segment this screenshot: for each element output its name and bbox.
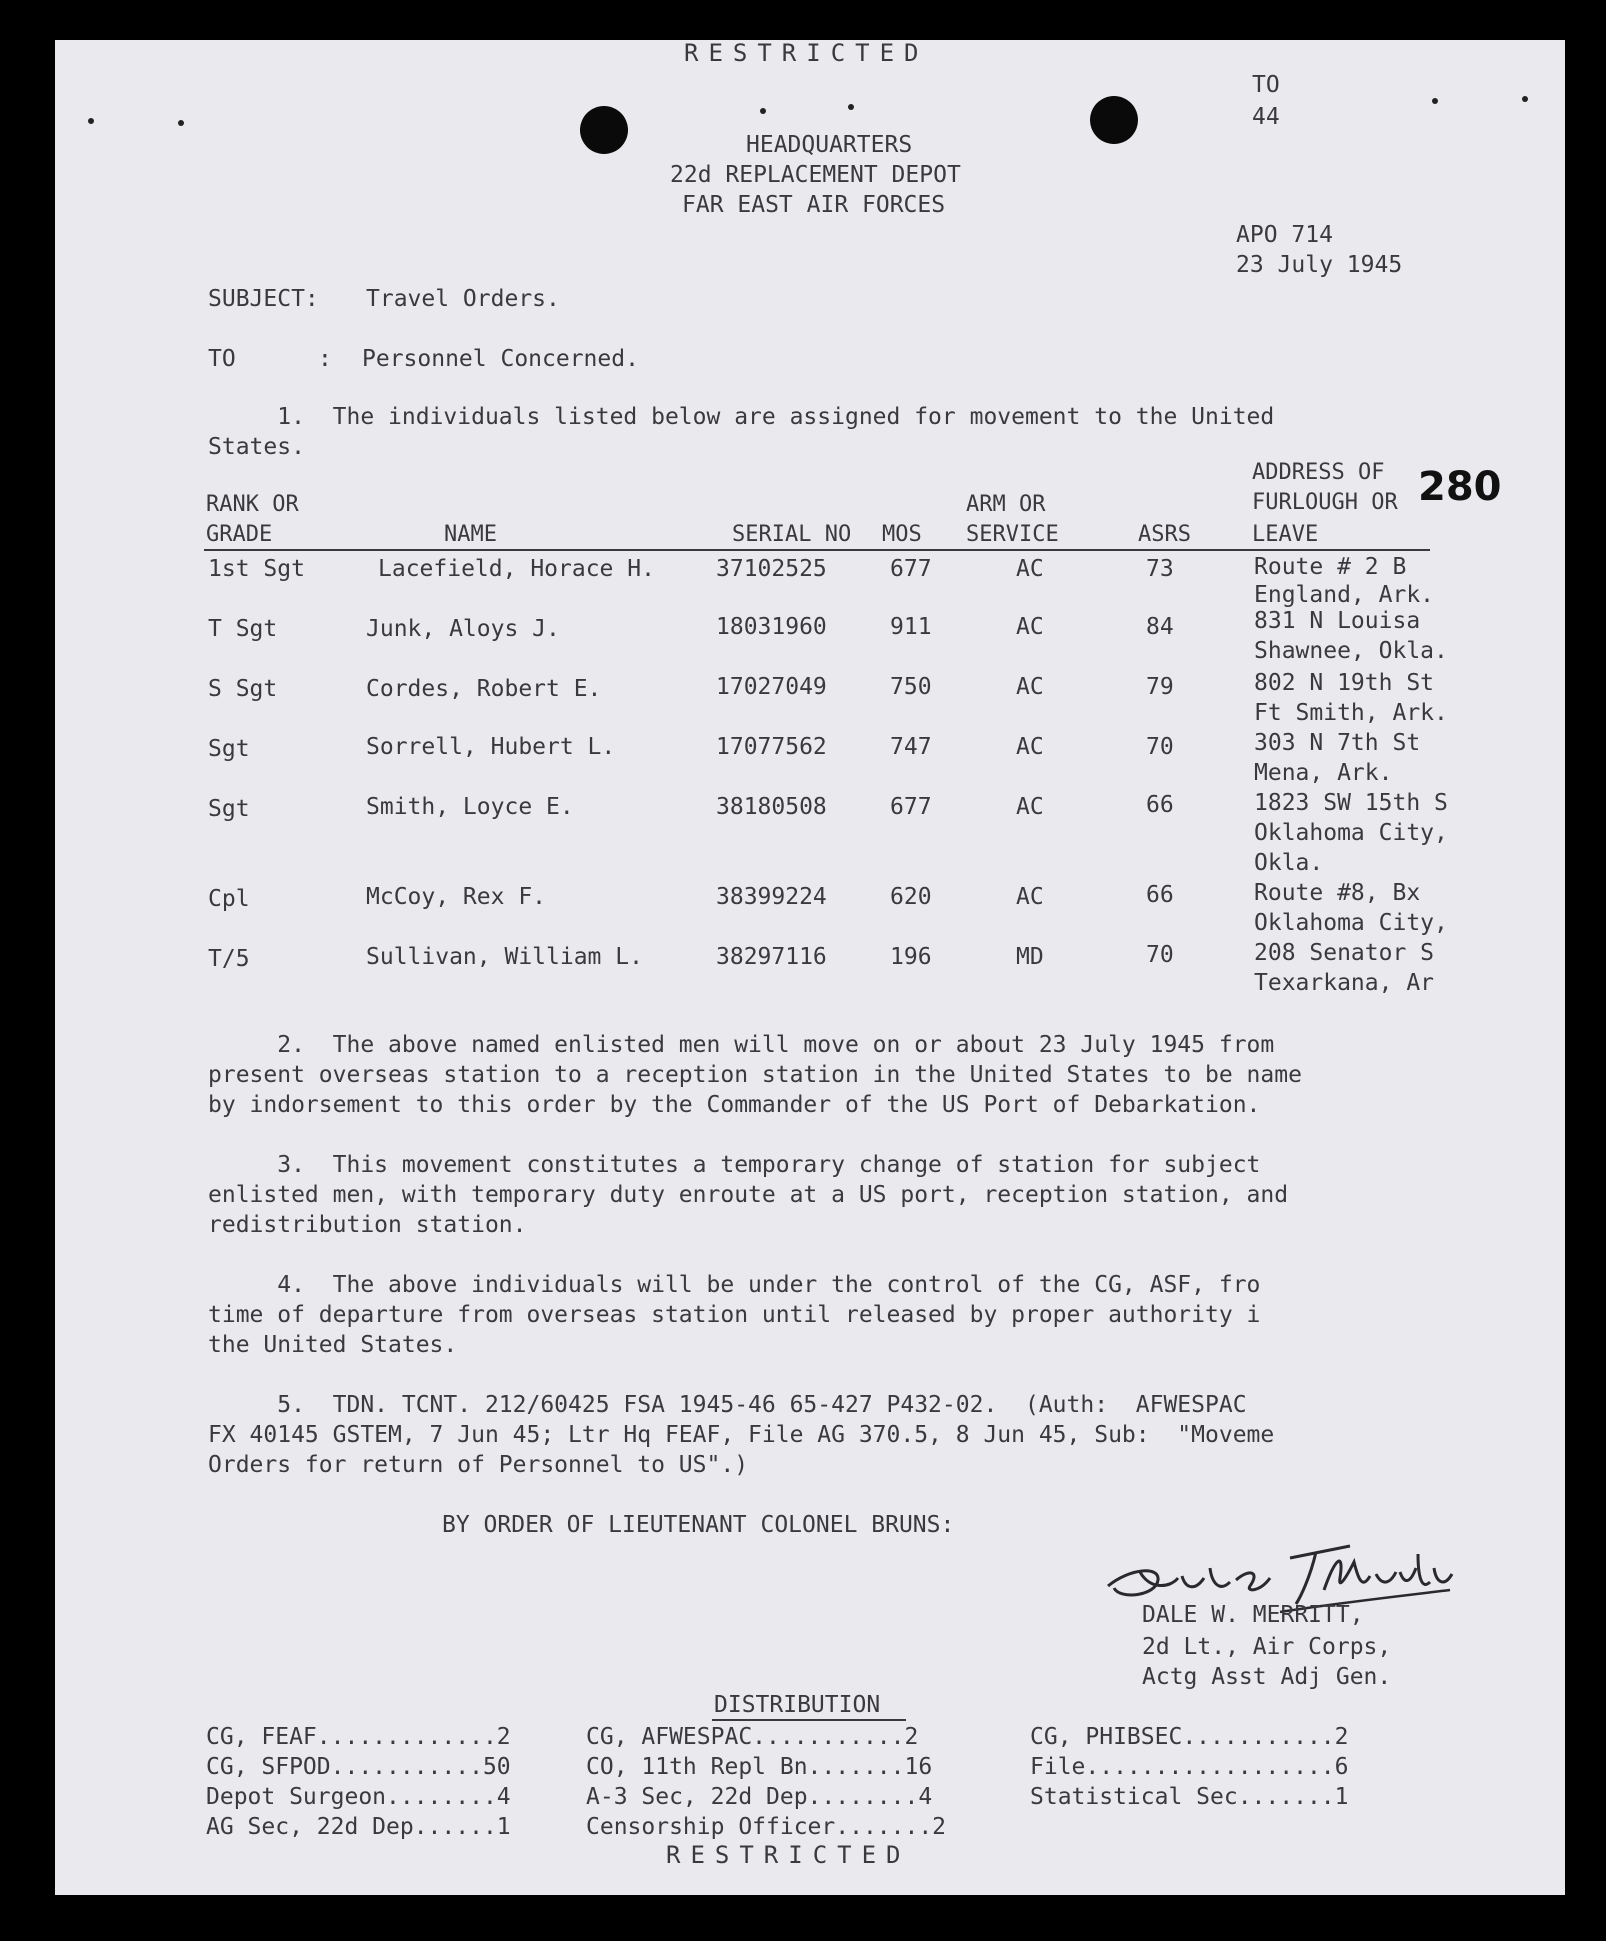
cell-address-1: Route #8, Bx [1254,880,1421,906]
cell-asrs: 79 [1146,674,1174,700]
signer-title: Actg Asst Adj Gen. [1142,1664,1392,1690]
cell-address-2: Shawnee, Okla. [1254,638,1448,664]
col-header-mos: MOS [882,522,922,547]
cell-arm: AC [1016,884,1044,910]
col-header-serial: SERIAL NO [732,522,852,547]
cell-mos: 911 [890,614,932,640]
paragraph-2-line-3: by indorsement to this order by the Commander of the US Port of Debarkation. [208,1092,1261,1118]
paragraph-3-line-2: enlisted men, with temporary duty enroute at a US port, reception station, and [208,1182,1289,1208]
order-date: 23 July 1945 [1236,252,1403,278]
cell-address-2: Mena, Ark. [1254,760,1393,786]
cell-rank: Sgt [208,736,250,762]
cell-arm: AC [1016,674,1044,700]
col-header-rank-2: GRADE [206,522,273,547]
cell-arm: MD [1016,944,1044,970]
cell-mos: 750 [890,674,932,700]
restricted-marking-top: RESTRICTED [684,39,929,67]
distribution-col1-item: Depot Surgeon........4 [206,1784,511,1810]
cell-address-2: Oklahoma City, [1254,820,1448,846]
org-line-2: 22d REPLACEMENT DEPOT [670,162,961,188]
punch-hole-left [580,106,628,154]
cell-mos: 677 [890,556,932,582]
cell-name: Sullivan, William L. [366,944,643,970]
cell-address-2: Oklahoma City, [1254,910,1448,936]
to-number: 44 [1252,104,1280,130]
punch-hole-right [1090,96,1138,144]
paragraph-4-line-3: the United States. [208,1332,458,1358]
cell-arm: AC [1016,794,1044,820]
cell-address-2: England, Ark. [1254,582,1435,608]
to-line-value: Personnel Concerned. [362,346,639,372]
paragraph-1-line-1: 1. The individuals listed below are assigned for movement to the United [208,404,1275,430]
org-line-1: HEADQUARTERS [746,132,913,158]
col-header-asrs: ASRS [1138,522,1191,547]
cell-arm: AC [1016,556,1044,582]
org-line-3: FAR EAST AIR FORCES [682,192,946,218]
cell-address-2: Texarkana, Ar [1254,970,1435,996]
paragraph-3-line-1: 3. This movement constitutes a temporary change of station for subject [208,1152,1261,1178]
col-header-arm-2: SERVICE [966,522,1059,547]
paragraph-2-line-1: 2. The above named enlisted men will move on or about 23 July 1945 from [208,1032,1275,1058]
cell-asrs: 84 [1146,614,1174,640]
cell-serial: 17027049 [716,674,827,700]
cell-asrs: 66 [1146,882,1174,908]
by-order-line: BY ORDER OF LIEUTENANT COLONEL BRUNS: [442,1512,955,1538]
distribution-col1-item: AG Sec, 22d Dep......1 [206,1814,511,1840]
cell-address-1: Route # 2 B [1254,554,1407,580]
cell-serial: 37102525 [716,556,827,582]
cell-address-1: 303 N 7th St [1254,730,1421,756]
col-header-rank-1: RANK OR [206,492,299,517]
speck [760,108,766,114]
cell-name: Sorrell, Hubert L. [366,734,616,760]
cell-name: Smith, Loyce E. [366,794,574,820]
speck [1432,98,1438,104]
restricted-marking-bottom: RESTRICTED [666,1841,911,1869]
cell-serial: 17077562 [716,734,827,760]
to-label: TO [1252,72,1280,98]
paragraph-4-line-1: 4. The above individuals will be under the control of the CG, ASF, fro [208,1272,1261,1298]
cell-address-1: 802 N 19th St [1254,670,1435,696]
speck [1522,96,1528,102]
paragraph-5-line-3: Orders for return of Personnel to US".) [208,1452,749,1478]
col-header-name: NAME [444,522,497,547]
cell-serial: 18031960 [716,614,827,640]
cell-address-2: Ft Smith, Ark. [1254,700,1448,726]
speck [178,120,184,126]
cell-mos: 620 [890,884,932,910]
cell-arm: AC [1016,614,1044,640]
speck [848,104,854,110]
cell-rank: Sgt [208,796,250,822]
subject-value: Travel Orders. [366,286,560,312]
cell-serial: 38297116 [716,944,827,970]
cell-rank: T/5 [208,946,250,972]
apo-number: APO 714 [1236,222,1333,248]
col-header-address-2: FURLOUGH OR [1252,490,1398,515]
cell-arm: AC [1016,734,1044,760]
cell-mos: 677 [890,794,932,820]
cell-serial: 38180508 [716,794,827,820]
paragraph-3-line-3: redistribution station. [208,1212,527,1238]
cell-serial: 38399224 [716,884,827,910]
cell-address-3: Okla. [1254,850,1324,876]
distribution-title: DISTRIBUTION [714,1692,881,1718]
distribution-col2-item: CO, 11th Repl Bn.......16 [586,1754,933,1780]
paragraph-5-line-2: FX 40145 GSTEM, 7 Jun 45; Ltr Hq FEAF, File AG 370.5, 8 Jun 45, Sub: "Moveme [208,1422,1275,1448]
cell-name: McCoy, Rex F. [366,884,547,910]
distribution-col3-item: CG, PHIBSEC...........2 [1030,1724,1349,1750]
cell-asrs: 66 [1146,792,1174,818]
cell-address-1: 831 N Louisa [1254,608,1421,634]
signer-name: DALE W. MERRITT, [1142,1602,1364,1628]
cell-rank: T Sgt [208,616,278,642]
speck [88,118,94,124]
distribution-col2-item: Censorship Officer.......2 [586,1814,947,1840]
paragraph-5-line-1: 5. TDN. TCNT. 212/60425 FSA 1945-46 65-427 P432-02. (Auth: AFWESPAC [208,1392,1247,1418]
cell-address-1: 1823 SW 15th S [1254,790,1448,816]
distribution-col1-item: CG, SFPOD...........50 [206,1754,511,1780]
col-header-address-3: LEAVE [1252,522,1319,547]
subject-label: SUBJECT: [208,286,319,312]
cell-asrs: 70 [1146,942,1174,968]
distribution-col1-item: CG, FEAF.............2 [206,1724,511,1750]
cell-rank: 1st Sgt [208,556,305,582]
cell-name: Lacefield, Horace H. [378,556,655,582]
paragraph-2-line-2: present overseas station to a reception station in the United States to be name [208,1062,1302,1088]
cell-name: Junk, Aloys J. [366,616,560,642]
distribution-col2-item: CG, AFWESPAC...........2 [586,1724,919,1750]
distribution-col3-item: Statistical Sec.......1 [1030,1784,1349,1810]
distribution-col3-item: File..................6 [1030,1754,1349,1780]
distribution-col2-item: A-3 Sec, 22d Dep........4 [586,1784,933,1810]
signer-rank: 2d Lt., Air Corps, [1142,1634,1392,1660]
cell-asrs: 70 [1146,734,1174,760]
paragraph-1-line-2: States. [208,434,305,460]
cell-asrs: 73 [1146,556,1174,582]
to-line-colon: : [318,346,332,372]
table-header-rule [204,549,1430,551]
cell-mos: 747 [890,734,932,760]
distribution-title-underline [712,1719,906,1721]
col-header-address-1: ADDRESS OF [1252,460,1385,485]
cell-address-1: 208 Senator S [1254,940,1435,966]
cell-mos: 196 [890,944,932,970]
stamped-number: 280 [1418,464,1502,510]
to-line-label: TO [208,346,236,372]
paragraph-4-line-2: time of departure from overseas station until released by proper authority i [208,1302,1261,1328]
cell-rank: Cpl [208,886,250,912]
cell-name: Cordes, Robert E. [366,676,602,702]
cell-rank: S Sgt [208,676,278,702]
col-header-arm-1: ARM OR [966,492,1046,517]
